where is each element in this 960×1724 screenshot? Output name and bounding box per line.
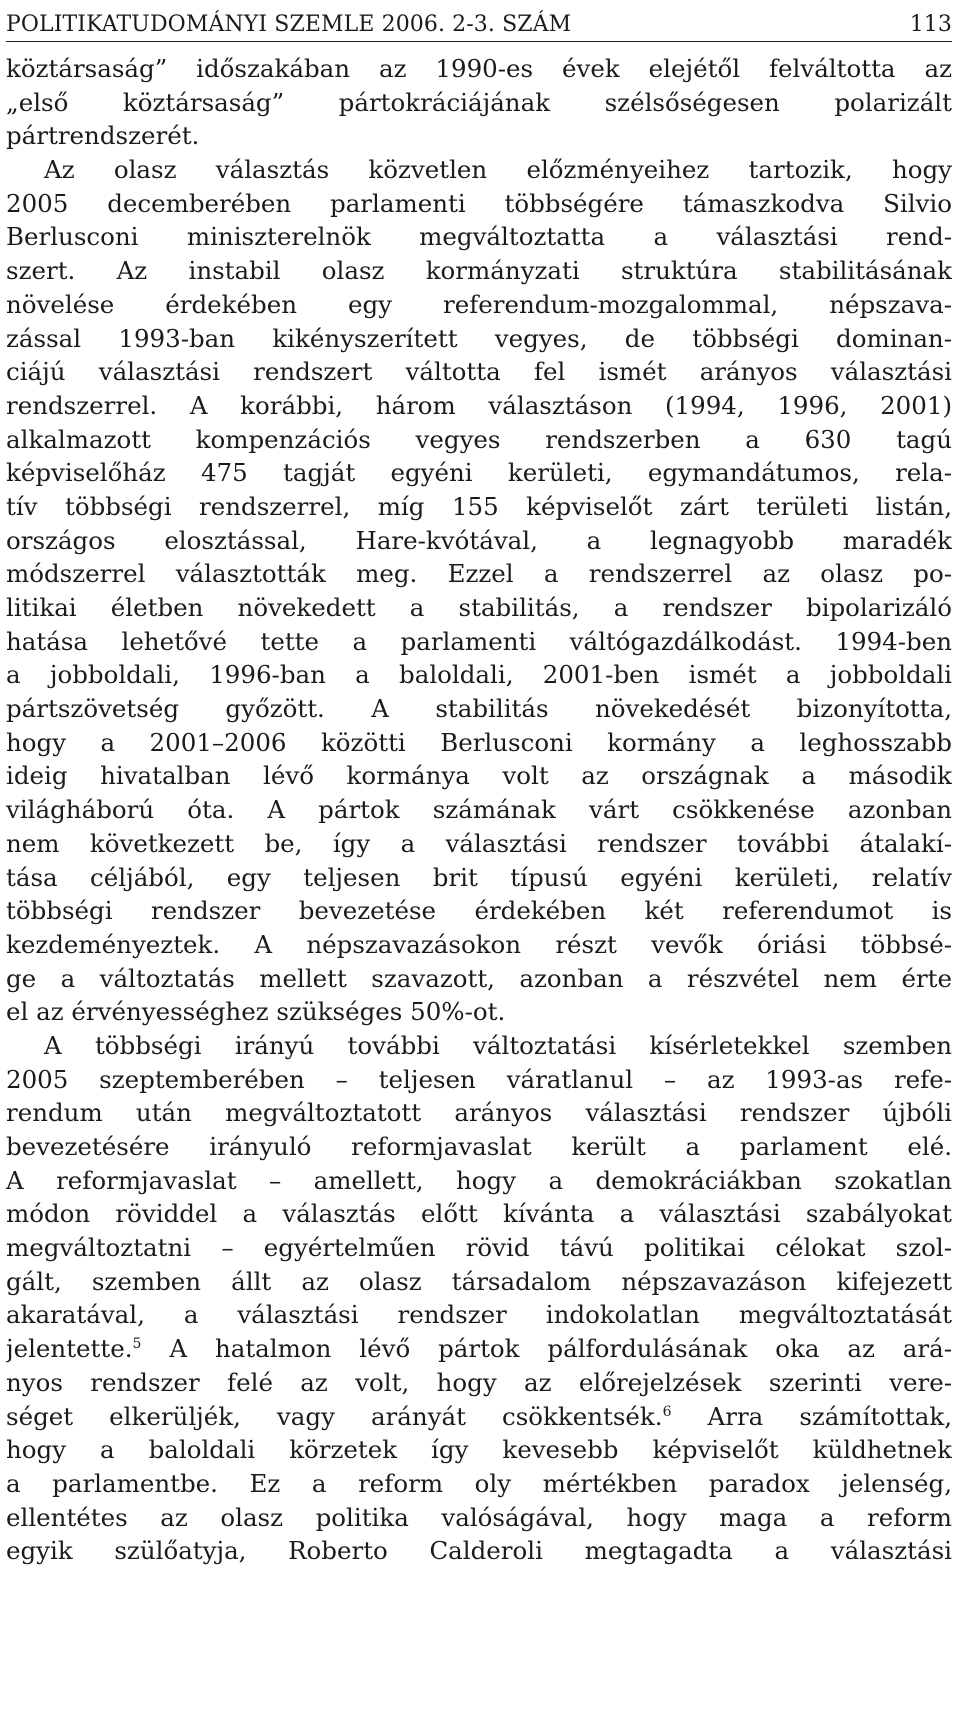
text-line [6, 254, 952, 288]
line-text: a parlamentbe. Ez a reform oly mértékben paradox jelenség, [6, 1468, 952, 1498]
line-text: nem következett be, így a választási rendszer további átalakí- [6, 828, 952, 858]
text-line [6, 187, 952, 221]
text-line [6, 456, 952, 490]
line-text: módszerrel választották meg. Ezzel a rendszerrel az olasz po- [6, 559, 952, 589]
text-line [6, 1063, 952, 1097]
footnote-marker[interactable]: 6 [662, 1403, 672, 1420]
line-text: ciájú választási rendszert váltotta fel ismét arányos választási [6, 357, 952, 387]
line-text: kezdeményeztek. A népszavazásokon részt vevők óriási többsé- [6, 929, 952, 959]
text-line [6, 625, 952, 659]
text-line [6, 220, 952, 254]
text-line [6, 1130, 952, 1164]
text-line [6, 557, 952, 591]
text-line [6, 1197, 952, 1231]
line-text: többségi rendszer bevezetése érdekében két referendumot is [6, 896, 952, 926]
line-text: pártrendszerét. [6, 121, 200, 151]
line-text: rendszerrel. A korábbi, három választáson (1994, 1996, 2001) [6, 390, 952, 420]
text-line [6, 793, 952, 827]
text-line [6, 658, 952, 692]
text-line [6, 322, 952, 356]
text-line [6, 1298, 952, 1332]
text-line [6, 928, 952, 962]
text-line [6, 1534, 952, 1568]
text-line [6, 1164, 952, 1198]
text-line [6, 962, 952, 996]
line-text: a jobboldali, 1996-ban a baloldali, 2001-ben ismét a jobboldali [6, 660, 952, 690]
line-text: litikai életben növekedett a stabilitás, a rendszer bipolarizáló [6, 593, 952, 622]
line-text: akaratával, a választási rendszer indokolatlan megváltoztatását [6, 1300, 952, 1330]
line-text: alkalmazott kompenzációs vegyes rendszerben a 630 tagú [6, 424, 952, 454]
header-rule [6, 41, 952, 42]
line-text: tív többségi rendszerrel, míg 155 képviselőt zárt területi listán, [6, 491, 952, 521]
line-text: gált, szemben állt az olasz társadalom népszavazáson kifejezett [6, 1266, 952, 1296]
text-line [6, 995, 952, 1029]
text-line [6, 288, 952, 322]
page-number: 113 [909, 12, 952, 37]
line-text: jelentette. [6, 1334, 133, 1364]
line-text: nyos rendszer felé az volt, hogy az előrejelzések szerinti vere- [6, 1367, 952, 1397]
line-text: hogy a baloldali körzetek így kevesebb képviselőt küldhetnek [6, 1435, 952, 1465]
text-line [6, 423, 952, 457]
text-line [6, 591, 952, 625]
text-line [6, 1332, 952, 1366]
text-line [6, 153, 952, 187]
line-text: köztársaság” időszakában az 1990-es évek elejétől felváltotta az [6, 54, 952, 83]
text-line [6, 86, 952, 120]
text-line [6, 1467, 952, 1501]
line-text: 2005 szeptemberében – teljesen váratlanul – az 1993-as refe- [6, 1064, 952, 1094]
line-text: képviselőház 475 tagját egyéni kerületi, egymandátumos, rela- [6, 458, 952, 488]
line-text: A reformjavaslat – amellett, hogy a demokráciákban szokatlan [6, 1165, 952, 1195]
line-text: Berlusconi miniszterelnök megváltoztatta a választási rend- [6, 222, 952, 252]
text-line [6, 524, 952, 558]
line-text: Az olasz választás közvetlen előzményeihez tartozik, hogy [44, 155, 952, 185]
line-text: ideig hivatalban lévő kormánya volt az országnak a második [6, 761, 952, 791]
text-line [6, 119, 952, 153]
text-line [6, 861, 952, 895]
line-text: A többségi irányú további változtatási kísérletekkel szemben [44, 1030, 952, 1060]
text-line [6, 490, 952, 524]
line-text-continued: Arra számítottak, [671, 1401, 952, 1431]
line-text: pártszövetség győzött. A stabilitás növekedését bizonyította, [6, 694, 952, 724]
line-text: növelése érdekében egy referendum-mozgalommal, népszava- [6, 289, 952, 319]
line-text: világháború óta. A pártok számának várt csökkenése azonban [6, 795, 952, 825]
line-text-continued: A hatalmon lévő pártok pálfordulásának oka az ará- [141, 1334, 952, 1364]
text-line [6, 1501, 952, 1535]
text-line [6, 355, 952, 389]
text-line [6, 1096, 952, 1130]
line-text: „első köztársaság” pártokráciájának szélsőségesen polarizált [6, 87, 952, 117]
body-text [6, 52, 952, 1568]
text-line [6, 1366, 952, 1400]
line-text: ellentétes az olasz politika valóságával, hogy maga a reform [6, 1502, 952, 1532]
line-text: hogy a 2001–2006 közötti Berlusconi kormány a leghosszabb [6, 727, 952, 757]
line-text: rendum után megváltoztatott arányos választási rendszer újbóli [6, 1098, 952, 1128]
text-line [6, 692, 952, 726]
line-text: egyik szülőatyja, Roberto Calderoli megtagadta a választási [6, 1536, 952, 1566]
line-text: bevezetésére irányuló reformjavaslat került a parlament elé. [6, 1132, 952, 1161]
line-text: országos elosztással, Hare-kvótával, a legnagyobb maradék [6, 525, 952, 555]
text-line [6, 1265, 952, 1299]
line-text: séget elkerüljék, vagy arányát csökkentsék. [6, 1401, 663, 1431]
text-line [6, 1400, 952, 1434]
text-line [6, 726, 952, 760]
line-text: tása céljából, egy teljesen brit típusú egyéni kerületi, relatív [6, 862, 952, 892]
line-text: hatása lehetővé tette a parlamenti váltógazdálkodást. 1994-ben [6, 626, 952, 656]
line-text: megváltoztatni – egyértelműen rövid távú politikai célokat szol- [6, 1233, 952, 1263]
text-line [6, 827, 952, 861]
footnote-marker[interactable]: 5 [132, 1335, 142, 1352]
text-line [6, 1433, 952, 1467]
line-text: ge a változtatás mellett szavazott, azonban a részvétel nem érte [6, 963, 952, 993]
line-text: 2005 decemberében parlamenti többségére támaszkodva Silvio [6, 188, 952, 218]
line-text: zással 1993-ban kikényszerített vegyes, de többségi dominan- [6, 323, 952, 353]
line-text: módon röviddel a választás előtt kívánta a választási szabályokat [6, 1199, 952, 1229]
line-text: el az érvényességhez szükséges 50%-ot. [6, 997, 506, 1027]
journal-title: POLITIKATUDOMÁNYI SZEMLE 2006. 2-3. SZÁM [6, 12, 572, 37]
text-line [6, 1029, 952, 1063]
line-text: szert. Az instabil olasz kormányzati struktúra stabilitásának [6, 256, 952, 286]
text-line [6, 389, 952, 423]
text-line [6, 894, 952, 928]
running-header [6, 0, 952, 41]
text-line [6, 759, 952, 793]
text-line [6, 52, 952, 86]
text-line [6, 1231, 952, 1265]
